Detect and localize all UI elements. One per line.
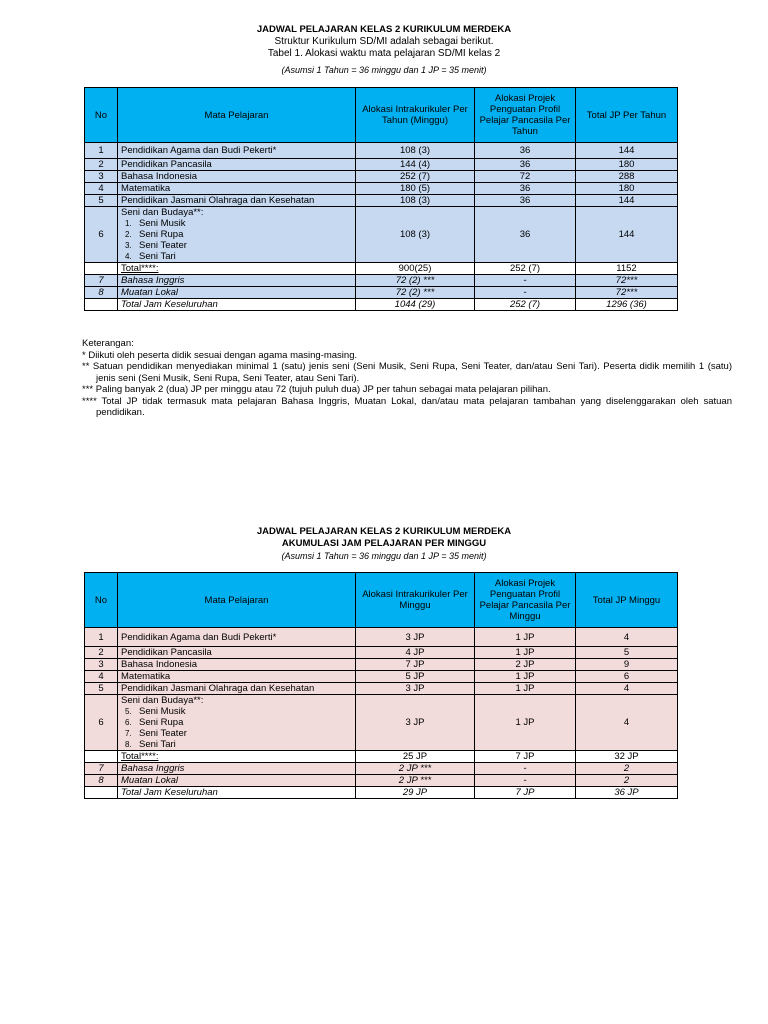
row-intra: 180 (5) [356,183,475,195]
row-subject-arts [118,695,356,751]
list-item: 7. Seni Teater [125,728,187,739]
section1-note: (Asumsi 1 Tahun = 36 minggu dan 1 JP = 35 menit) [281,65,487,75]
row-no: 8 [85,287,118,299]
table-row-grand [85,299,678,311]
row-no: 4 [85,183,118,195]
section2-title1: JADWAL PELAJARAN KELAS 2 KURIKULUM MERDEKA [256,526,512,537]
row-total: 4 [576,628,678,647]
table-row-arts [85,695,678,751]
row-projek: - [475,287,576,299]
section1-title: JADWAL PELAJARAN KELAS 2 KURIKULUM MERDEKA [256,24,512,35]
row-subject: Pendidikan Agama dan Budi Pekerti* [118,628,356,647]
row-projek: 2 JP [475,659,576,671]
row-total: 9 [576,659,678,671]
row-subject: Pendidikan Agama dan Budi Pekerti* [118,143,356,159]
row-projek: 36 [475,143,576,159]
list-item: 8. Seni Tari [125,739,176,750]
row-intra: 4 JP [356,647,475,659]
section2-note: (Asumsi 1 Tahun = 36 minggu dan 1 JP = 35 menit) [281,551,487,561]
row-total: 6 [576,671,678,683]
row-total: 4 [576,683,678,695]
table-row [85,171,678,183]
grand-intra: 29 JP [356,787,475,799]
row-projek: 1 JP [475,695,576,751]
grand-total: 1296 (36) [576,299,678,311]
table-row [85,671,678,683]
row-subject: Pendidikan Pancasila [118,159,356,171]
total-projek: 252 (7) [475,263,576,275]
table-row-total [85,751,678,763]
row-projek: 36 [475,207,576,263]
row-total: 144 [576,195,678,207]
keterangan-heading: Keterangan: [82,338,134,349]
row-total: 180 [576,159,678,171]
list-item: 1. Seni Musik [125,218,186,229]
header-intra: Alokasi Intrakurikuler Per Tahun (Minggu) [356,88,475,143]
table-weekly [84,572,678,799]
row-projek: - [475,775,576,787]
total-intra: 25 JP [356,751,475,763]
row-no: 1 [85,628,118,647]
table-annual [84,87,678,311]
table-row [85,195,678,207]
row-no: 3 [85,659,118,671]
table-row [85,683,678,695]
row-subject: Muatan Lokal [118,287,356,299]
row-intra: 2 JP *** [356,763,475,775]
row-no: 7 [85,275,118,287]
row-intra: 2 JP *** [356,775,475,787]
row-subject: Bahasa Inggris [118,763,356,775]
row-no: 2 [85,647,118,659]
list-item: 2. Seni Rupa [125,229,184,240]
row-projek: 36 [475,183,576,195]
table-row-total [85,263,678,275]
row-subject: Pendidikan Jasmani Olahraga dan Kesehatan [118,683,356,695]
row-no: 8 [85,775,118,787]
table-row-extra [85,287,678,299]
header-no: No [85,573,118,628]
table-row [85,659,678,671]
list-item: 4. Seni Tari [125,251,176,262]
row-no: 6 [85,695,118,751]
table-row-arts [85,207,678,263]
section2-heading [0,526,768,562]
header-no: No [85,88,118,143]
row-total: 2 [576,775,678,787]
row-projek: - [475,275,576,287]
row-intra: 3 JP [356,628,475,647]
row-intra: 7 JP [356,659,475,671]
row-intra: 252 (7) [356,171,475,183]
row-no: 2 [85,159,118,171]
list-item: 5. Seni Musik [125,706,186,717]
arts-heading: Seni dan Budaya**: [121,207,204,218]
row-subject: Matematika [118,671,356,683]
row-no: 3 [85,171,118,183]
row-no: 6 [85,207,118,263]
table-header-row [85,88,678,143]
row-intra: 3 JP [356,695,475,751]
section1-subtitle1: Struktur Kurikulum SD/MI adalah sebagai berikut. [274,36,494,47]
row-subject: Muatan Lokal [118,775,356,787]
row-intra: 5 JP [356,671,475,683]
row-total: 288 [576,171,678,183]
total-label: Total****: [118,751,356,763]
row-intra: 144 (4) [356,159,475,171]
row-subject: Bahasa Indonesia [118,659,356,671]
arts-heading: Seni dan Budaya**: [121,695,204,706]
note-line: *** Paling banyak 2 (dua) JP per minggu atau 72 (tujuh puluh dua) JP per tahun sebagai mata pelajaran pilihan. [82,384,551,395]
row-intra: 72 (2) *** [356,275,475,287]
row-projek: 36 [475,195,576,207]
row-no: 5 [85,683,118,695]
table-row-extra [85,775,678,787]
header-projek: Alokasi Projek Penguatan Profil Pelajar Pancasila Per Minggu [475,573,576,628]
grand-projek: 7 JP [475,787,576,799]
row-subject: Bahasa Indonesia [118,171,356,183]
section1-subtitle2: Tabel 1. Alokasi waktu mata pelajaran SD/MI kelas 2 [267,48,501,59]
total-projek: 7 JP [475,751,576,763]
header-subject: Mata Pelajaran [118,88,356,143]
table-row [85,143,678,159]
row-total: 5 [576,647,678,659]
keterangan-notes [82,338,732,419]
total-total: 1152 [576,263,678,275]
row-total: 144 [576,207,678,263]
note-line: ** Satuan pendidikan menyediakan minimal 1 (satu) jenis seni (Seni Musik, Seni Rupa, Seni Teater, dan/atau Seni Tari). Peserta didik memilih 1 (satu) jenis seni (Seni Musik, Seni Rupa, Seni Teater, atau Seni Tari). [82,361,732,384]
section1-heading [0,24,768,76]
header-total: Total JP Minggu [576,573,678,628]
row-subject: Pendidikan Pancasila [118,647,356,659]
table-row-extra [85,763,678,775]
row-total: 72*** [576,287,678,299]
row-total: 2 [576,763,678,775]
row-subject: Bahasa Inggris [118,275,356,287]
section2-title2: AKUMULASI JAM PELAJARAN PER MINGGU [281,538,487,549]
row-projek: 1 JP [475,628,576,647]
row-projek: 1 JP [475,647,576,659]
header-total: Total JP Per Tahun [576,88,678,143]
row-total: 72*** [576,275,678,287]
row-intra: 108 (3) [356,143,475,159]
row-total: 4 [576,695,678,751]
grand-projek: 252 (7) [475,299,576,311]
row-no: 4 [85,671,118,683]
grand-label: Total Jam Keseluruhan [118,299,356,311]
header-projek: Alokasi Projek Penguatan Profil Pelajar Pancasila Per Tahun [475,88,576,143]
table-row-grand [85,787,678,799]
table-row-extra [85,275,678,287]
row-projek: 1 JP [475,671,576,683]
row-no: 7 [85,763,118,775]
row-projek: - [475,763,576,775]
row-intra: 108 (3) [356,207,475,263]
table-header-row [85,573,678,628]
header-intra: Alokasi Intrakurikuler Per Minggu [356,573,475,628]
grand-total: 36 JP [576,787,678,799]
row-subject-arts [118,207,356,263]
note-line: **** Total JP tidak termasuk mata pelajaran Bahasa Inggris, Muatan Lokal, dan/atau mata pelajaran tambahan yang diselenggarakan oleh satuan pendidikan. [82,395,732,418]
row-no: 5 [85,195,118,207]
grand-intra: 1044 (29) [356,299,475,311]
grand-label: Total Jam Keseluruhan [118,787,356,799]
table-row [85,647,678,659]
total-intra: 900(25) [356,263,475,275]
table-row [85,159,678,171]
row-projek: 1 JP [475,683,576,695]
row-total: 180 [576,183,678,195]
row-subject: Matematika [118,183,356,195]
total-total: 32 JP [576,751,678,763]
table-row [85,628,678,647]
row-subject: Pendidikan Jasmani Olahraga dan Kesehatan [118,195,356,207]
row-no: 1 [85,143,118,159]
list-item: 3. Seni Teater [125,240,187,251]
list-item: 6. Seni Rupa [125,717,184,728]
total-label: Total****: [118,263,356,275]
header-subject: Mata Pelajaran [118,573,356,628]
row-projek: 36 [475,159,576,171]
row-intra: 3 JP [356,683,475,695]
row-projek: 72 [475,171,576,183]
table-row [85,183,678,195]
row-intra: 108 (3) [356,195,475,207]
note-line: * Diikuti oleh peserta didik sesuai dengan agama masing-masing. [82,349,358,361]
row-intra: 72 (2) *** [356,287,475,299]
row-total: 144 [576,143,678,159]
